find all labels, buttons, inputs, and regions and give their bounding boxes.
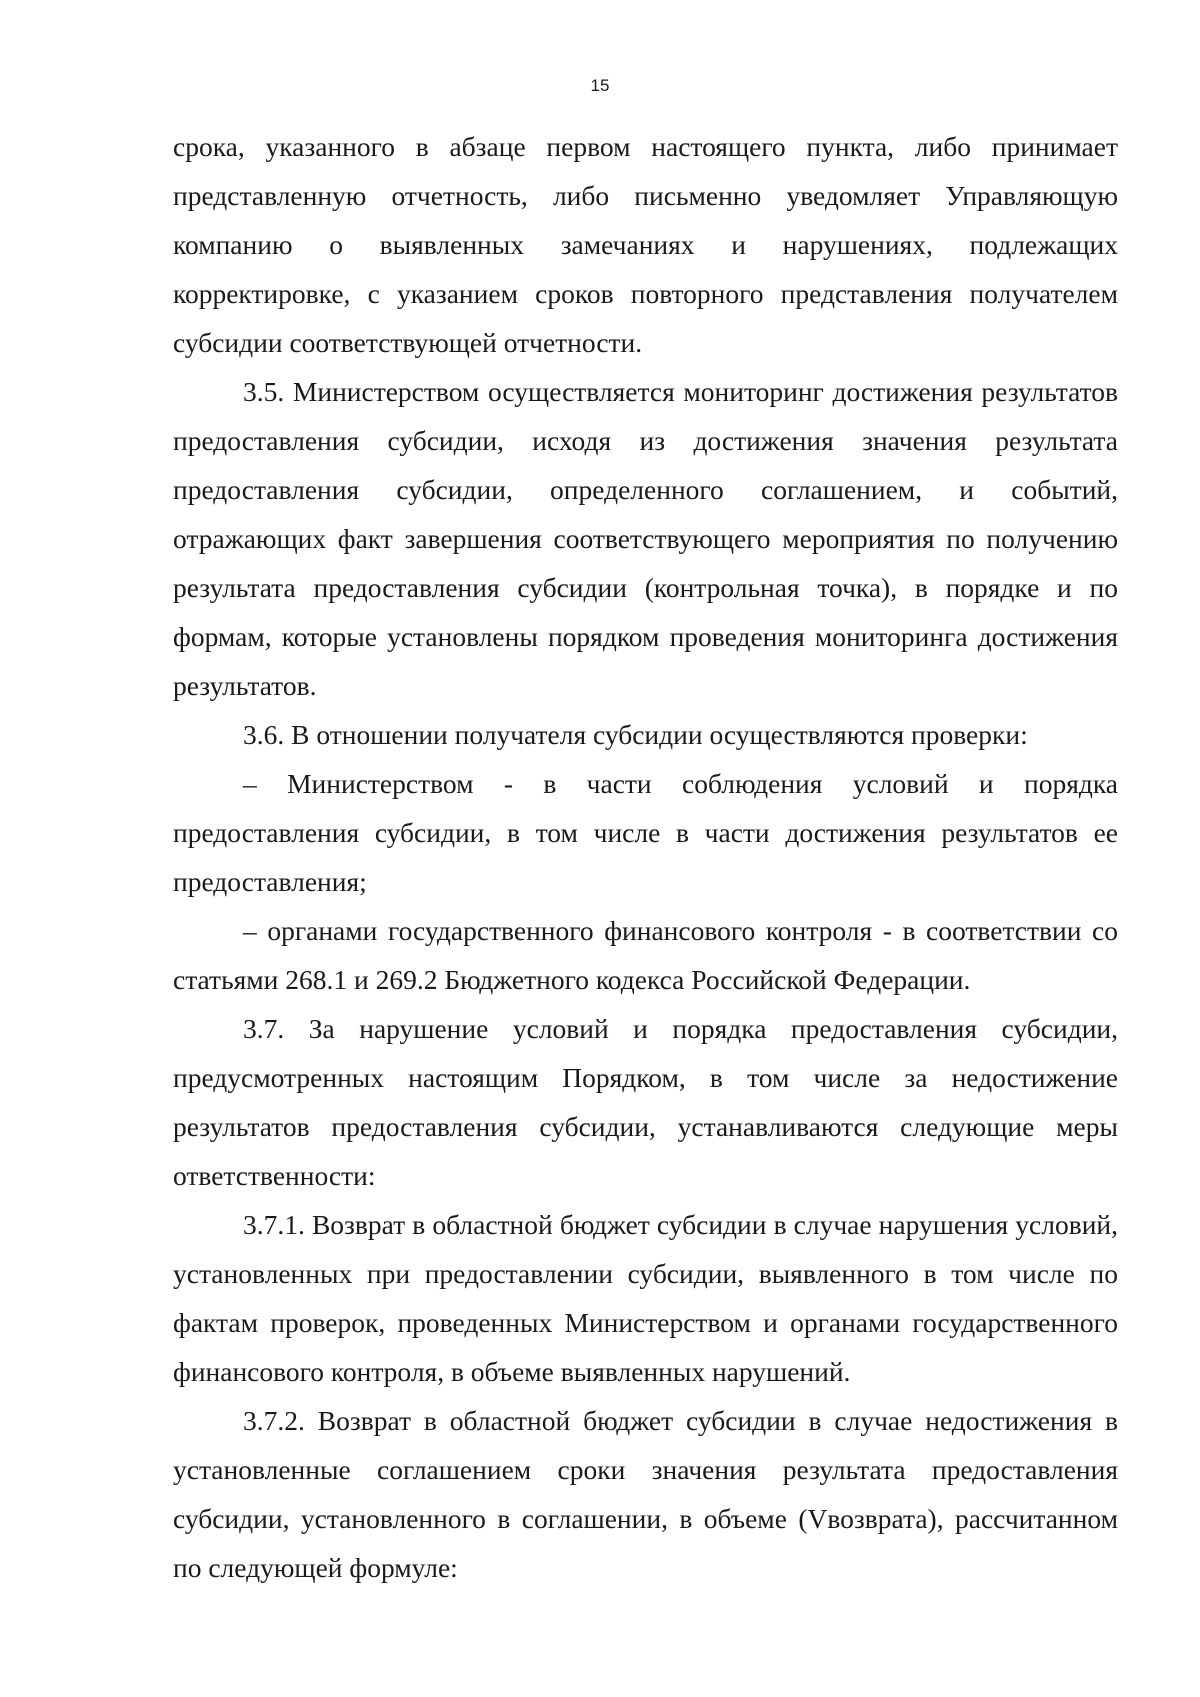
paragraph-3-6: 3.6. В отношении получателя субсидии осуществляются проверки: — [243, 719, 1028, 750]
paragraph-3-6-financial-control: – органами государственного финансового контроля - в соответствии со статьями 268.1 и 269.2 Бюджетного кодекса Российской Федерации. — [173, 915, 1118, 995]
paragraph-3-7-2: 3.7.2. Возврат в областной бюджет субсидии в случае недостижения в установленные соглашением сроки значения результата предоставления субсидии, установленного в соглашении, в объеме (Vвозврата), рассчитанном по следующей формуле: — [173, 1405, 1118, 1583]
paragraph-continuation: срока, указанного в абзаце первом настоящего пункта, либо принимает представленную отчетность, либо письменно уведомляет Управляющую компанию о выявленных замечаниях и нарушениях, подлежащих корректировке, с указанием сроков повторного представления получателем субсидии соответствующей отчетности. — [173, 131, 1118, 358]
paragraph-3-6-ministry: – Министерством - в части соблюдения условий и порядка предоставления субсидии, в том числе в части достижения результатов ее предоставления; — [173, 768, 1118, 897]
document-body — [173, 122, 1118, 1592]
paragraph-3-5: 3.5. Министерством осуществляется мониторинг достижения результатов предоставления субсидии, исходя из достижения значения результата предоставления субсидии, определенного соглашением, и событий, отражающих факт завершения соответствующего мероприятия по получению результата предоставления субсидии (контрольная точка), в порядке и по формам, которые установлены порядком проведения мониторинга достижения результатов. — [173, 376, 1118, 701]
paragraph-3-7: 3.7. За нарушение условий и порядка предоставления субсидии, предусмотренных настоящим Порядком, в том числе за недостижение результатов предоставления субсидии, устанавливаются следующие меры ответственности: — [173, 1013, 1118, 1191]
page-number: 15 — [590, 76, 610, 95]
paragraph-3-7-1: 3.7.1. Возврат в областной бюджет субсидии в случае нарушения условий, установленных при предоставлении субсидии, выявленного в том числе по фактам проверок, проведенных Министерством и органами государственного финансового контроля, в объеме выявленных нарушений. — [173, 1209, 1118, 1387]
